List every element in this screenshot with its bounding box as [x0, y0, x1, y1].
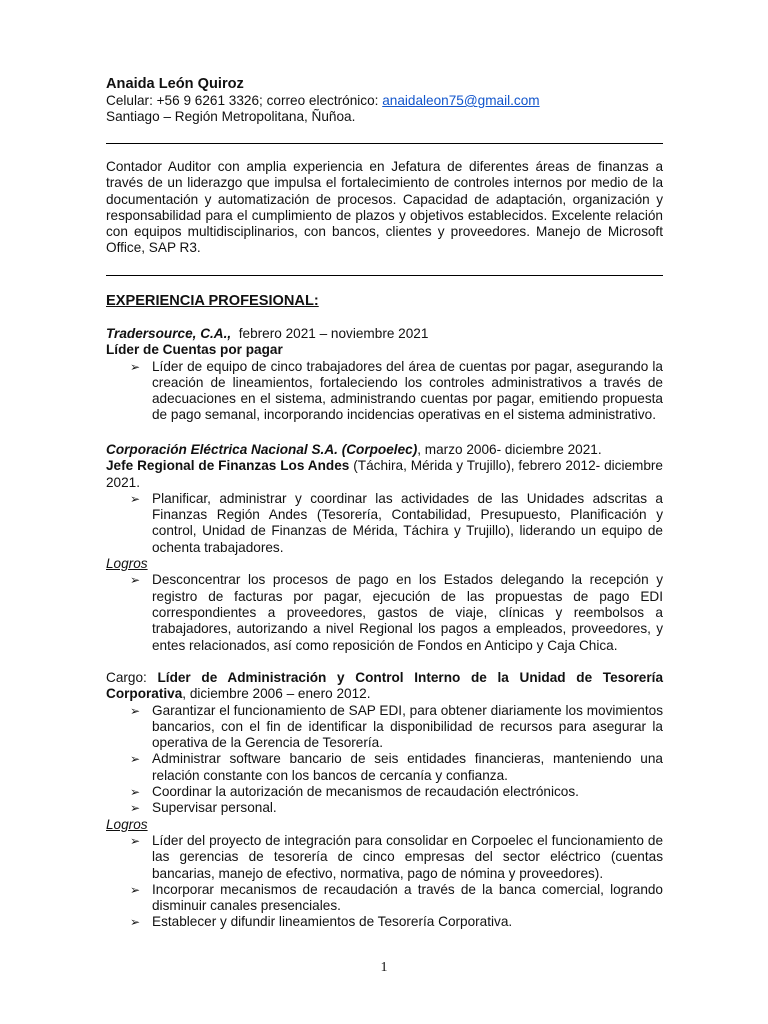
job-bullets [106, 359, 663, 424]
list-item [106, 784, 663, 800]
job-corpoelec [106, 442, 663, 654]
list-item [106, 751, 663, 784]
job-dates: febrero 2021 – noviembre 2021 [238, 326, 429, 341]
profile-summary: Contador Auditor con amplia experiencia en Jefatura de diferentes áreas de finanzas a través de un liderazgo que impulsa el fortalecimiento de controles internos por medio de la documentación y automatización de procesos. Capacidad de adaptación, organización y responsabilidad para el cumplimiento de plazos y objetivos establecidos. Excelente relación con equipos multidisciplinarios, con bancos, clientes y proveedores. Manejo de Microsoft Office, SAP R3. [106, 159, 663, 256]
logros-label: Logros [106, 556, 148, 572]
list-item [106, 703, 663, 752]
job-role: Líder de Administración y Control Interno de la Unidad de Tesorería Corporativa [106, 670, 663, 702]
arrow-bullet-icon: ➢ [130, 491, 141, 506]
bullet-text: Líder de equipo de cinco trabajadores del área de cuentas por pagar, asegurando la creación de lineamientos, fortaleciendo los controles administrativos a través de adecuaciones en el sistema, administrando cuentas por pagar, emitiendo propuesta de pago semanal, incorporando incidencias operativas en el sistema administrativo. [152, 358, 663, 423]
list-item [106, 359, 663, 424]
bullet-text: Líder del proyecto de integración para consolidar en Corpoelec el funcionamiento de las gerencias de tesorería de cinco empresas del sector eléctrico (cuentas bancarias, manejo de efectivo, normativa, pago de nómina y proveedores). [152, 832, 663, 881]
arrow-bullet-icon: ➢ [130, 833, 141, 848]
job-role: Jefe Regional de Finanzas Los Andes [106, 458, 350, 474]
bullet-text: Planificar, administrar y coordinar las actividades de las Unidades adscritas a Finanzas Región Andes (Tesorería, Contabilidad, Presupuesto, Planificación y control, Unidad de Finanzas de Mérida, Táchira y Trujillo), liderando un equipo de ochenta trabajadores. [152, 490, 663, 555]
bullet-text: Incorporar mecanismos de recaudación a través de la banca comercial, logrando disminuir canales presenciales. [152, 881, 663, 914]
arrow-bullet-icon: ➢ [130, 573, 141, 588]
arrow-bullet-icon: ➢ [130, 915, 141, 930]
page-number: 1 [380, 960, 388, 975]
list-item [106, 572, 663, 653]
company-name: Tradersource, C.A., [106, 326, 232, 341]
email-link[interactable]: anaidaleon75@gmail.com [382, 93, 540, 108]
cargo-prefix: Cargo: [106, 670, 158, 685]
logros-label: Logros [106, 816, 148, 832]
bullet-text: Administrar software bancario de seis entidades financieras, manteniendo una relación constante con los bancos de cercanía y confianza. [152, 751, 663, 783]
bullet-text: Supervisar personal. [152, 800, 277, 816]
candidate-name: Anaida León Quiroz [106, 76, 244, 92]
arrow-bullet-icon: ➢ [130, 752, 141, 767]
job-header [106, 326, 663, 342]
divider-top [106, 143, 663, 144]
list-item [106, 491, 663, 556]
bullet-text: Coordinar la autorización de mecanismos de recaudación electrónicos. [152, 784, 579, 800]
bullet-text: Garantizar el funcionamiento de SAP EDI, para obtener diariamente los movimientos bancarios, con el fin de identificar la disponibilidad de recursos para asegurar la operativa de la Gerencia de Tesorería. [152, 702, 663, 751]
arrow-bullet-icon: ➢ [130, 882, 141, 897]
contact-prefix: Celular: +56 9 6261 3326; correo electrónico: [106, 93, 383, 108]
company-name: Corporación Eléctrica Nacional S.A. (Corpoelec) [106, 442, 418, 457]
job-dates: , diciembre 2006 – enero 2012. [182, 686, 371, 702]
section-title: EXPERIENCIA PROFESIONAL: [106, 293, 319, 309]
job-header [106, 442, 663, 458]
job-tradersource [106, 326, 663, 424]
arrow-bullet-icon: ➢ [130, 359, 141, 374]
bullet-text: Establecer y difundir lineamientos de Tesorería Corporativa. [152, 914, 513, 930]
contact-info [106, 93, 666, 126]
arrow-bullet-icon: ➢ [130, 801, 141, 816]
job-tesoreria [106, 670, 663, 931]
job-bullets [106, 491, 663, 556]
job-bullets [106, 703, 663, 817]
job-header [106, 670, 663, 703]
divider-bottom [106, 275, 663, 276]
arrow-bullet-icon: ➢ [130, 785, 141, 800]
list-item [106, 800, 663, 816]
logros-bullets [106, 572, 663, 653]
list-item [106, 833, 663, 882]
location: Santiago – Región Metropolitana, Ñuñoa. [106, 109, 356, 125]
bullet-text: Desconcentrar los procesos de pago en los Estados delegando la recepción y registro de facturas por pagar, ejecución de las propuestas de pago EDI correspondientes a proveedores, gastos de viaje, clínicas y reembolsos a trabajadores, autorizando a nivel Regional los pagos a empleados, proveedores, y entes relacionados, así como reposición de Fondos en Anticipo y Caja Chica. [152, 572, 663, 653]
job-role: Líder de Cuentas por pagar [106, 342, 283, 358]
job-role-line [106, 458, 663, 491]
job-role-detail: (Táchira, Mérida y Trujillo), febrero 2012- diciembre 2021. [106, 458, 663, 490]
logros-bullets [106, 833, 663, 931]
list-item [106, 914, 663, 930]
job-dates: , marzo 2006- diciembre 2021. [417, 442, 602, 457]
list-item [106, 882, 663, 915]
arrow-bullet-icon: ➢ [130, 703, 141, 718]
